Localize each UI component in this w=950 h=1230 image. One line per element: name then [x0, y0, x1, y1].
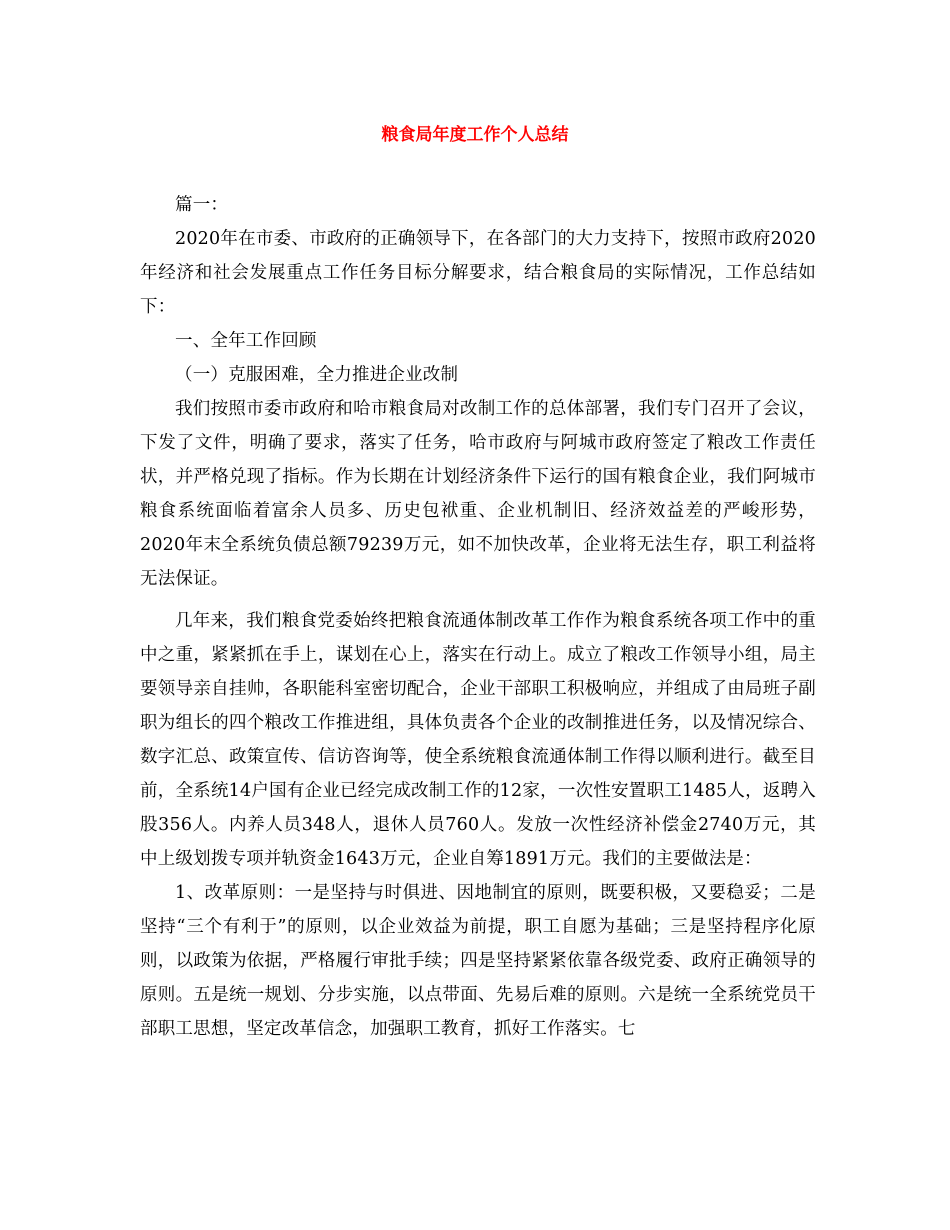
document-title: 粮食局年度工作个人总结 — [381, 125, 569, 145]
subheading-enterprise-reform: （一）克服困难，全力推进企业改制 — [175, 365, 459, 385]
paragraph-reform-progress: 几年来，我们粮食党委始终把粮食流通体制改革工作作为粮食系统各项工作中的重中之重，紧紧抓在手上，谋划在心上，落实在行动上。成立了粮改工作领导小组，局主要领导亲自挂帅，各职能科室密切配合，企业干部职工积极响应，并组成了由局班子副职为组长的四个粮改工作推进组，具体负责各个企业的改制推进任务，以及情况综合、数字汇总、政策宣传、信访咨询等，使全系统粮食流通体制工作得以顺利进行。截至目前，全系统14户国有企业已经完成改制工作的12家，一次性安置职工1485人，返聘入股356人。内养人员348人，退休人员760人。发放一次性经济补偿金2740万元，其中上级划拨专项并轨资金1643万元，企业自筹1891万元。我们的主要做法是： — [140, 611, 816, 869]
document-body — [140, 188, 816, 1046]
paragraph-reform-principles: 1、改革原则：一是坚持与时俱进、因地制宜的原则，既要积极，又要稳妥；二是坚持“三个有利于”的原则，以企业效益为前提，职工自愿为基础；三是坚持程序化原则，以政策为依据，严格履行审批手续；四是坚持紧紧依靠各级党委、政府正确领导的原则。五是统一规划、分步实施，以点带面、先易后难的原则。六是统一全系统党员干部职工思想，坚定改革信念，加强职工教育，抓好工作落实。七 — [140, 883, 816, 1039]
heading-annual-review: 一、全年工作回顾 — [175, 331, 317, 351]
paragraph-reform-deployment: 我们按照市委市政府和哈市粮食局对改制工作的总体部署，我们专门召开了会议，下发了文件，明确了要求，落实了任务，哈市政府与阿城市政府签定了粮改工作责任状，并严格兑现了指标。作为长期在计划经济条件下运行的国有粮食企业，我们阿城市粮食系统面临着富余人员多、历史包袱重、企业机制旧、经济效益差的严峻形势，2020年末全系统负债总额79239万元，如不加快改革，企业将无法生存，职工利益将无法保证。 — [140, 399, 816, 589]
paragraph-section-label: 篇一： — [175, 195, 229, 215]
paragraph-intro: 2020年在市委、市政府的正确领导下，在各部门的大力支持下，按照市政府2020年经济和社会发展重点工作任务目标分解要求，结合粮食局的实际情况，工作总结如下： — [140, 229, 816, 317]
